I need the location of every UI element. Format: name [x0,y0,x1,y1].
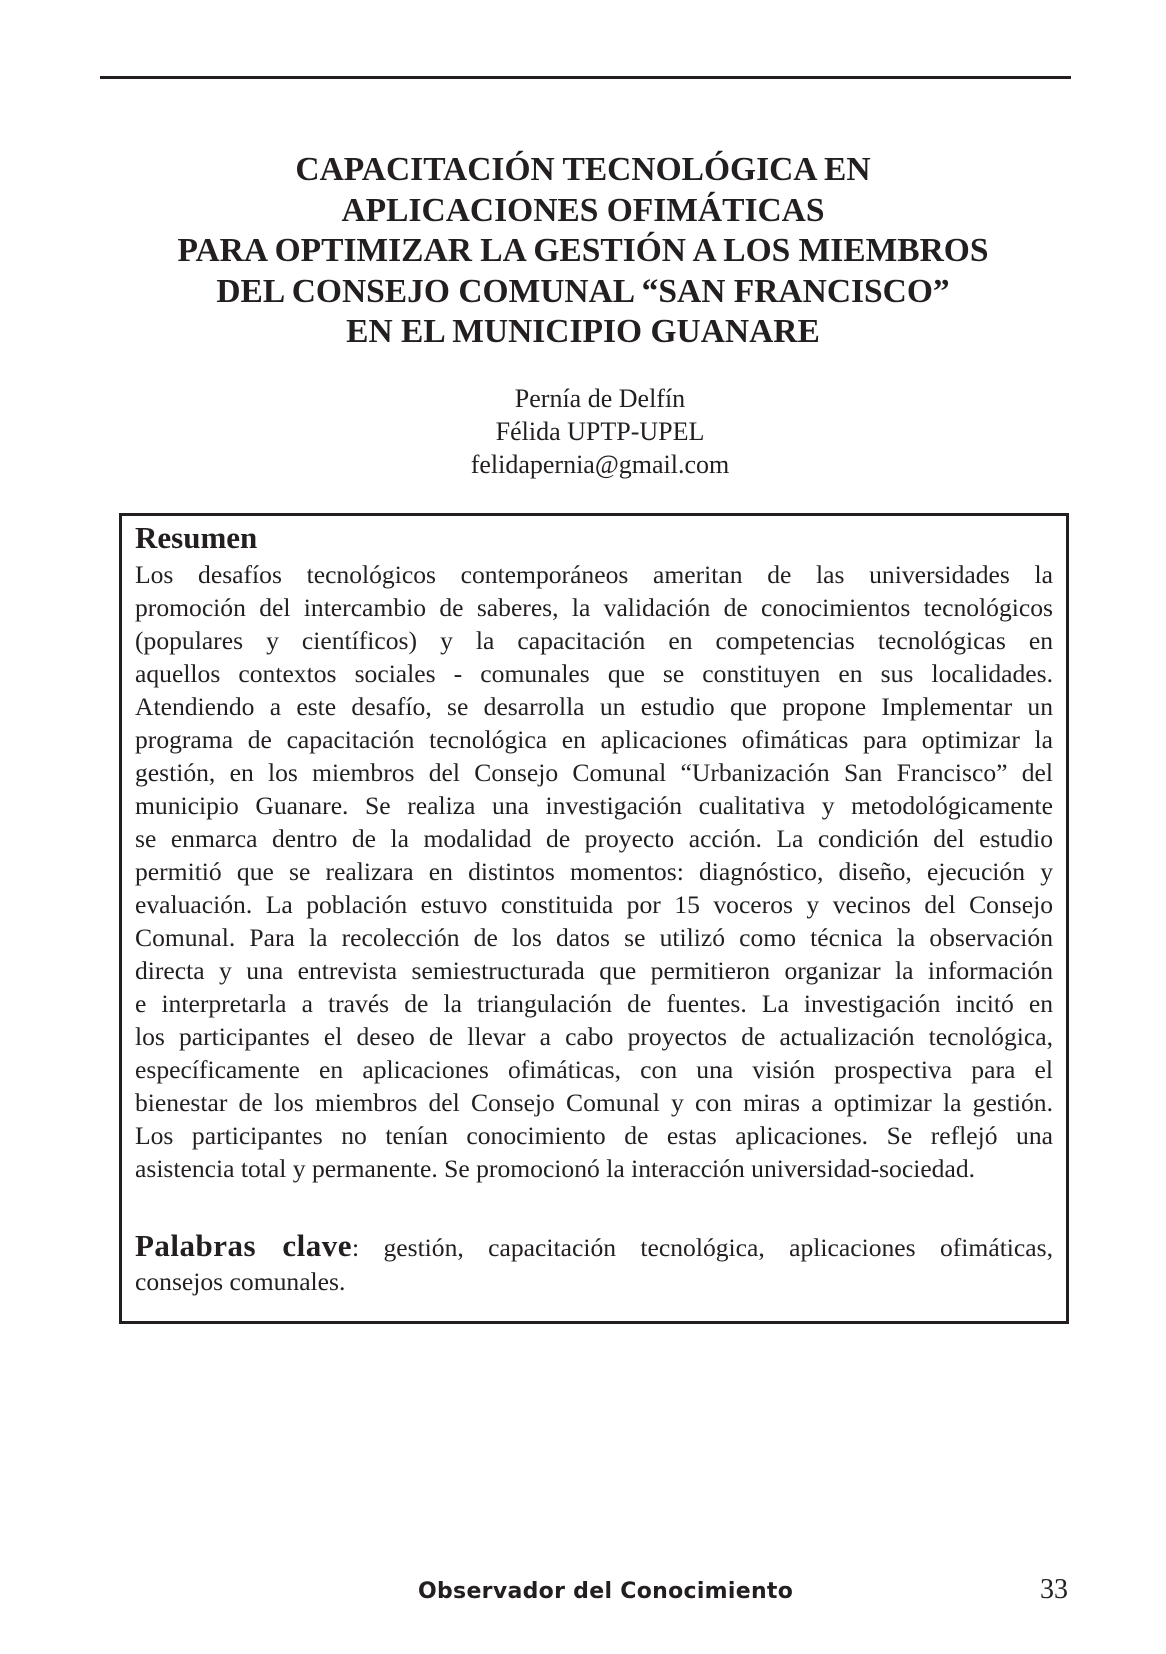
page-number: 33 [1040,1574,1068,1605]
title-line: PARA OPTIMIZAR LA GESTIÓN A LOS MIEMBROS [177,232,989,269]
keywords [135,1229,1053,1299]
abstract-line: Los desafíos tecnológicos contemporáneos ameritan de las universidades la [135,560,1053,589]
abstract-line: Los participantes no tenían conocimiento de estas aplicaciones. Se reflejó una [135,1121,1053,1150]
title-line: APLICACIONES OFIMÁTICAS [341,191,825,229]
abstract-line: Comunal. Para la recolección de los datos se utilizó como técnica la observación [135,923,1053,952]
title-line: DEL CONSEJO COMUNAL “SAN FRANCISCO” [216,272,950,310]
abstract-line: los participantes el deseo de llevar a cabo proyectos de actualización tecnológica, [135,1022,1053,1051]
keywords-label: Palabras clave [135,1228,352,1263]
abstract-line: e interpretarla a través de la triangulación de fuentes. La investigación incitó en [135,989,1053,1018]
abstract-line: evaluación. La población estuvo constituida por 15 voceros y vecinos del Consejo [135,890,1053,919]
keywords-line: consejos comunales. [135,1267,346,1296]
abstract-line: se enmarca dentro de la modalidad de proyecto acción. La condición del estudio [135,824,1053,853]
author-email: felidapernia@gmail.com [470,450,730,479]
abstract-line: permitió que se realizara en distintos momentos: diagnóstico, diseño, ejecución y [135,857,1053,886]
abstract-line: municipio Guanare. Se realiza una investigación cualitativa y metodológicamente [135,791,1053,820]
keywords-list: : gestión, capacitación tecnológica, aplicaciones ofimáticas, [351,1233,1053,1262]
header-rule [100,76,1071,79]
title-line: CAPACITACIÓN TECNOLÓGICA EN [295,151,871,188]
author-name: Pernía de Delfín [514,384,686,413]
abstract-line: bienestar de los miembros del Consejo Comunal y con miras a optimizar la gestión. [135,1088,1053,1117]
abstract-line: directa y una entrevista semiestructurada que permitieron organizar la información [135,956,1053,985]
abstract-line: asistencia total y permanente. Se promocionó la interacción universidad-sociedad. [135,1154,976,1183]
abstract-body [135,558,1053,1185]
abstract-heading: Resumen [135,520,258,555]
author-affiliation: Félida UPTP-UPEL [495,417,705,446]
journal-name: Observador del Conocimiento [418,1579,794,1604]
abstract-line: (populares y científicos) y la capacitación en competencias tecnológicas en [135,626,1053,655]
abstract-line: programa de capacitación tecnológica en aplicaciones ofimáticas para optimizar la [135,725,1053,754]
title-line: EN EL MUNICIPIO GUANARE [346,313,820,350]
abstract-line: promoción del intercambio de saberes, la validación de conocimientos tecnológicos [135,593,1053,622]
keywords-line [135,1229,1053,1265]
article-title [100,150,1066,353]
abstract-line: Atendiendo a este desafío, se desarrolla un estudio que propone Implementar un [135,692,1053,721]
author-block [100,382,1100,481]
abstract-line: gestión, en los miembros del Consejo Comunal “Urbanización San Francisco” del [135,758,1053,787]
abstract-line: aquellos contextos sociales - comunales que se constituyen en sus localidades. [135,659,1053,688]
abstract-line: específicamente en aplicaciones ofimáticas, con una visión prospectiva para el [135,1055,1053,1084]
